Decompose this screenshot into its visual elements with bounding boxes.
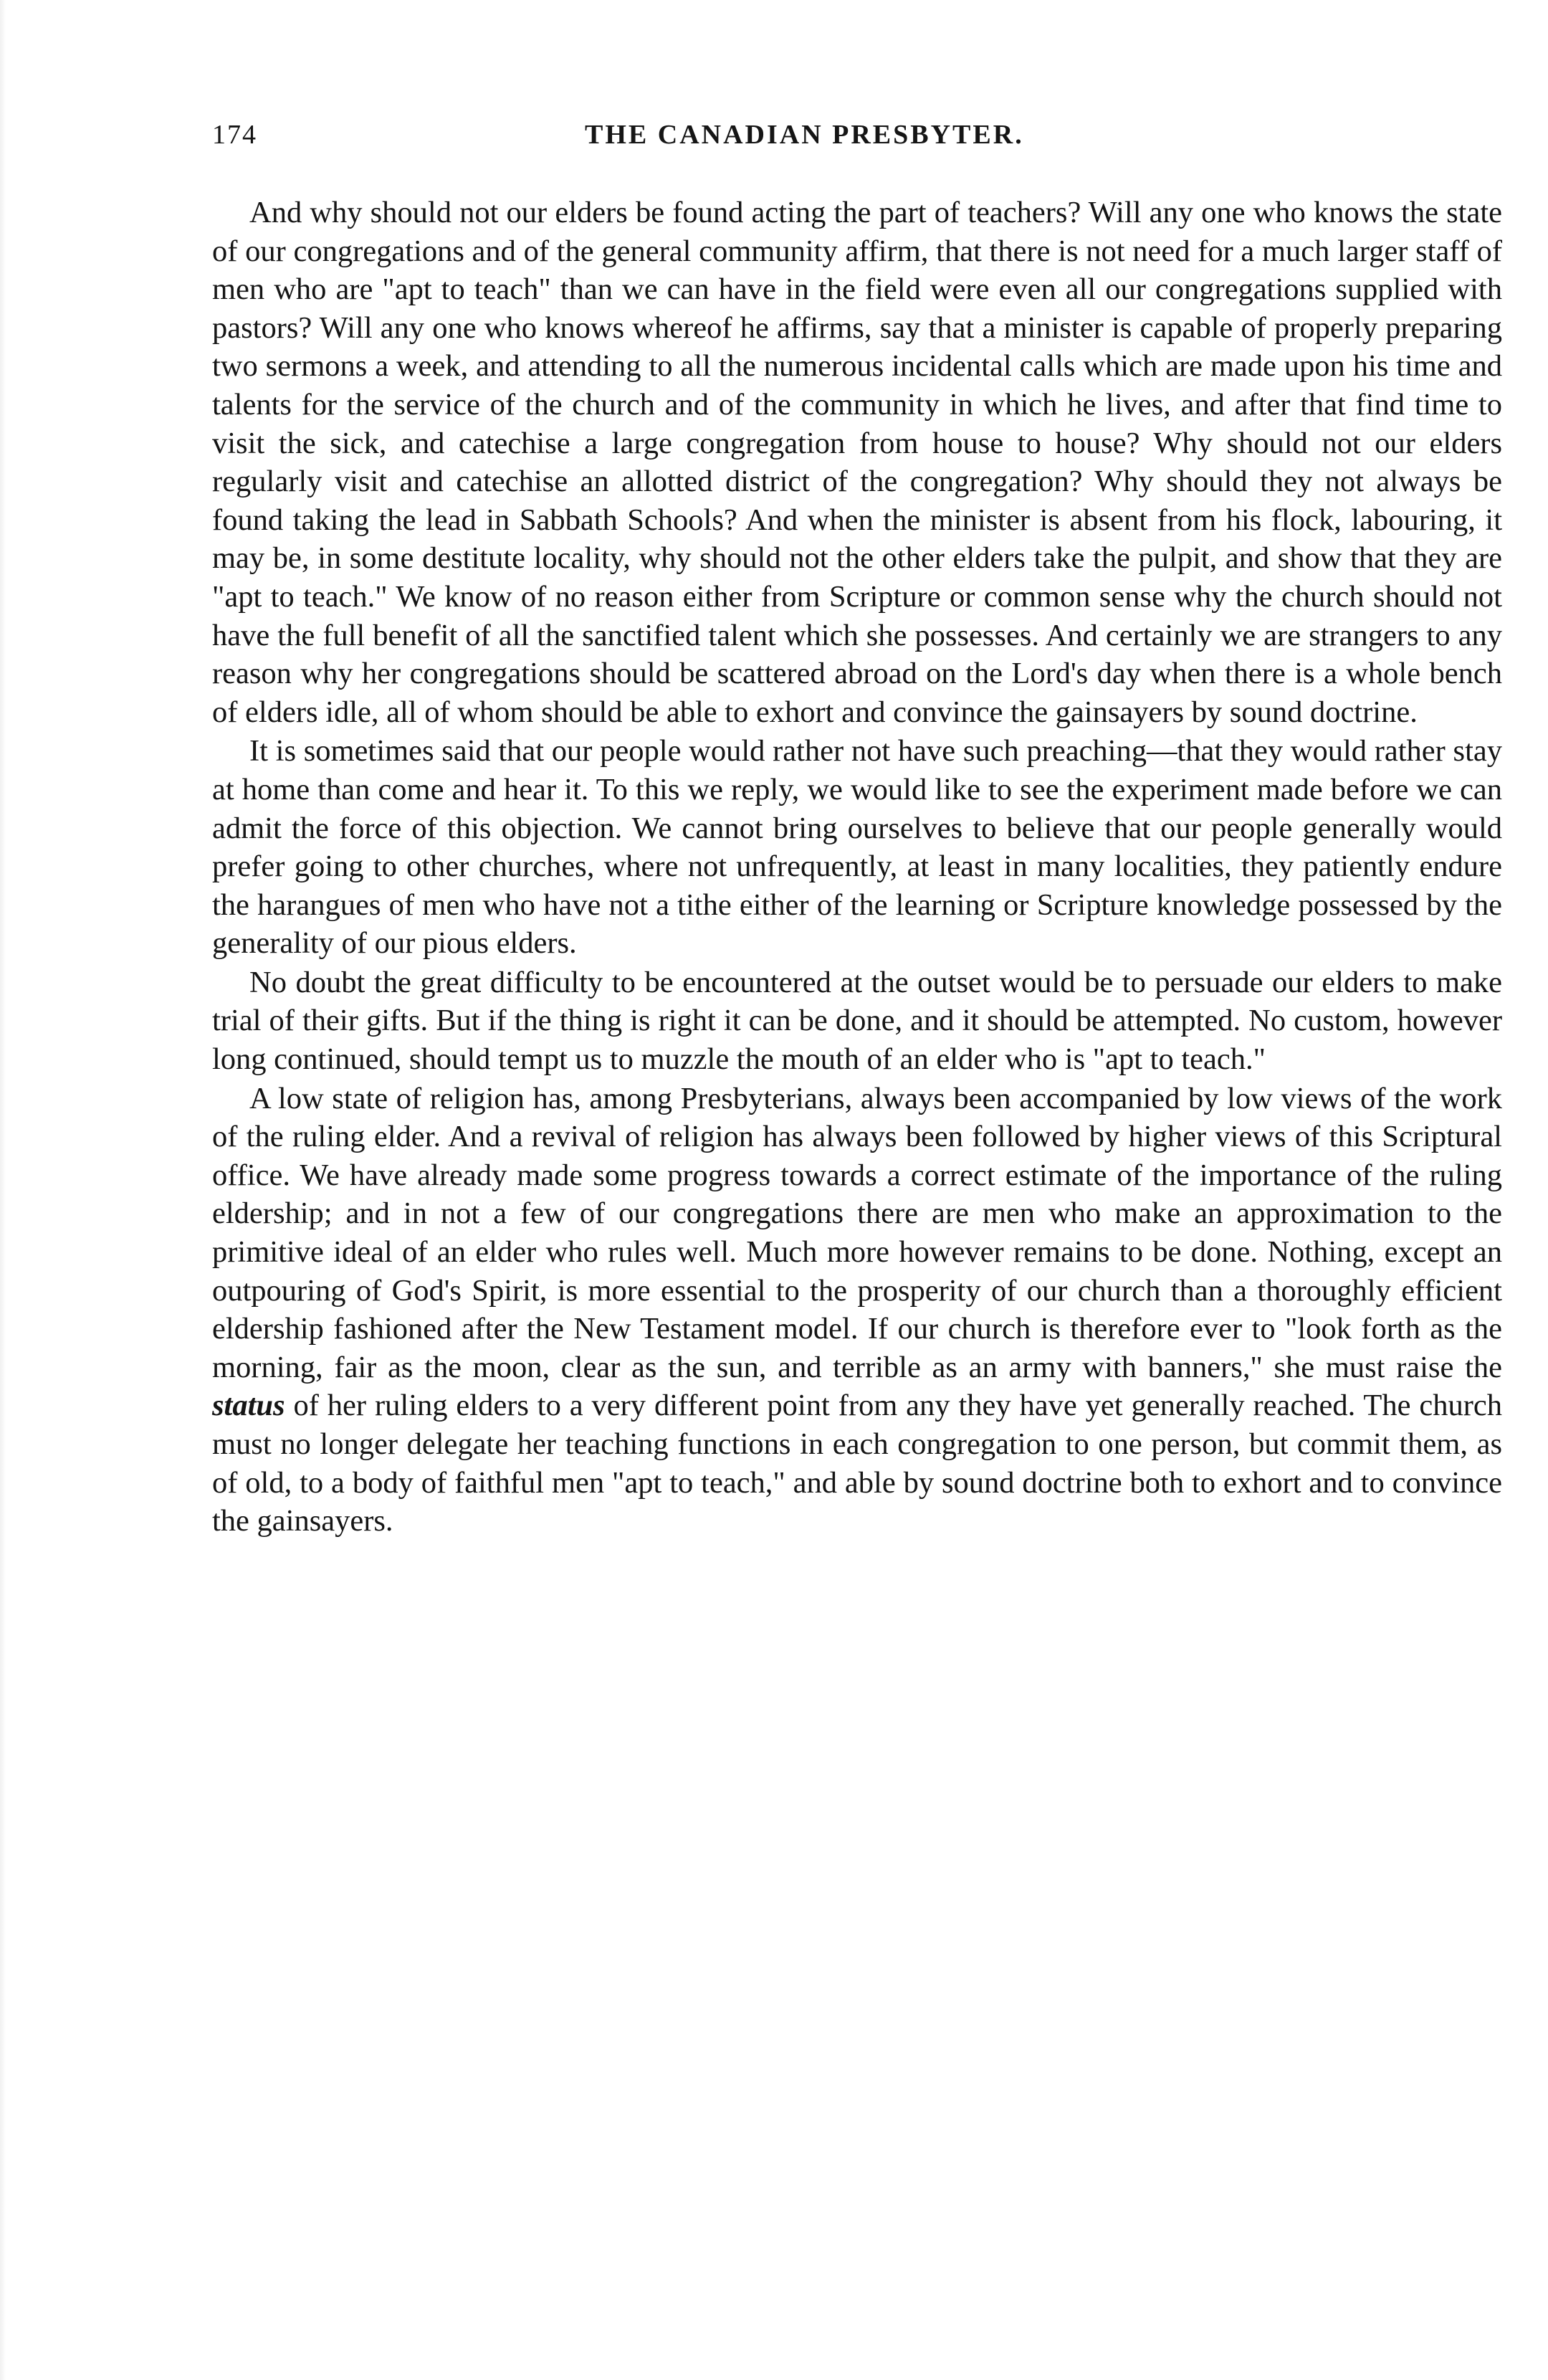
paragraph-2-text: It is sometimes said that our people would rather not have such preaching—that they would rather stay at home than come and hear it. To this we reply, we would like to see the experiment made before we can admit the force of this objection. We cannot bring ourselves to believe that our people generally would prefer going to other churches, where not unfrequently, at least in many localities, they patiently endure the harangues of men who have not a tithe either of the learning or Scripture knowledge possessed by the generality of our pious elders. — [212, 734, 1502, 961]
article-body — [212, 194, 1502, 1541]
paragraph-4-text-start: A low state of religion has, among Presbyterians, always been accompanied by low views of the work of the ruling elder. And a revival of religion has always been followed by higher views of this Scriptural office. We have already made some progress towards a correct estimate of the importance of the ruling eldership; and in not a few of our congregations there are men who make an approximation to the primitive ideal of an elder who rules well. Much more however remains to be done. Nothing, except an outpouring of God's Spirit, is more essential to the prosperity of our church than a thoroughly efficient eldership fashioned after the New Testament model. If our church is therefore ever to "look forth as the morning, fair as the moon, clear as the sun, and terrible as an army with banners," she must raise the — [212, 1081, 1502, 1384]
paragraph-3-text: No doubt the great difficulty to be encountered at the outset would be to persuade our elders to make trial of their gifts. But if the thing is right it can be done, and it should be attempted. No custom, however long continued, should tempt us to muzzle the mouth of an elder who is "apt to teach." — [212, 965, 1502, 1077]
paragraph-4-emphasis: status — [212, 1389, 285, 1423]
paragraph-3 — [212, 963, 1502, 1079]
page-number: 174 — [212, 120, 257, 150]
paragraph-4-text-end: of her ruling elders to a very different point from any they have yet generally reached. The church must no longer delegate her teaching functions in each congregation to one person, but commit them, as of old, to a body of faithful men "apt to teach," and able by sound doctrine both to exhort and to convince the gainsayers. — [212, 1389, 1502, 1538]
page-header — [212, 119, 1473, 169]
paragraph-4 — [212, 1080, 1502, 1541]
paragraph-1-text: And why should not our elders be found acting the part of teachers? Will any one who knows the state of our congregations and of the general community affirm, that there is not need for a much larger staff of men who are "apt to teach" than we can have in the field were even all our congregations supplied with pastors? Will any one who knows whereof he affirms, say that a minister is capable of properly preparing two sermons a week, and attending to all the numerous incidental calls which are made upon his time and talents for the service of the church and of the community in which he lives, and after that find time to visit the sick, and catechise a large congregation from house to house? Why should not our elders regularly visit and catechise an allotted district of the congregation? Why should they not always be found taking the lead in Sabbath Schools? And when the minister is absent from his flock, labouring, it may be, in some destitute locality, why should not the other elders take the pulpit, and show that they are "apt to teach." We know of no reason either from Scripture or common sense why the church should not have the full benefit of all the sanctified talent which she possesses. And certainly we are strangers to any reason why her congregations should be scattered abroad on the Lord's day when there is a whole bench of elders idle, all of whom should be able to exhort and convince the gainsayers by sound doctrine. — [212, 196, 1502, 729]
paragraph-1 — [212, 194, 1502, 731]
page-edge-shadow — [0, 0, 6, 2380]
running-title: THE CANADIAN PRESBYTER. — [585, 120, 1024, 150]
paragraph-2 — [212, 732, 1502, 963]
